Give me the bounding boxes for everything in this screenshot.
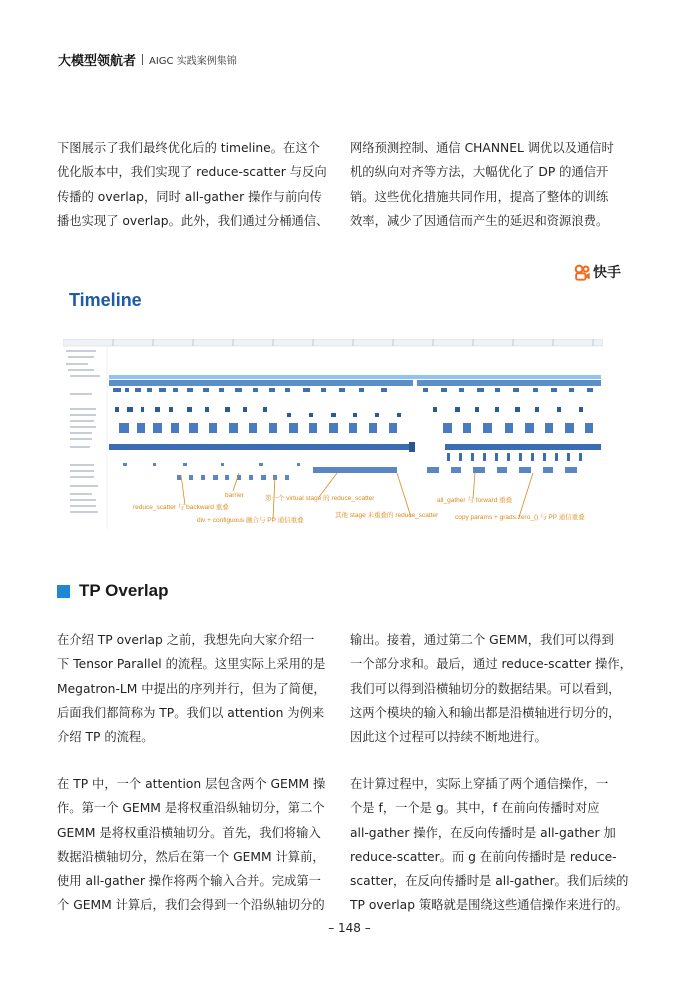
tp2-right-column bbox=[350, 772, 629, 918]
kernel-row-1b bbox=[417, 380, 601, 386]
section-title: TP Overlap bbox=[79, 581, 169, 600]
text-line: 介绍 TP 的流程。 bbox=[57, 730, 154, 745]
text-line: Megatron-LM 中提出的序列并行，但为了简便， bbox=[57, 681, 326, 696]
nvtx-bar bbox=[109, 444, 415, 450]
text-line: 使用 all-gather 操作将两个输入合并。完成第一 bbox=[57, 874, 321, 889]
text-line: 在 TP 中，一个 attention 层包含两个 GEMM 操 bbox=[57, 777, 326, 791]
text-line: 销。这些优化措施共同作用，提高了整体的训练 bbox=[350, 189, 609, 204]
nvtx-marker bbox=[409, 442, 415, 452]
kuaishou-logo bbox=[574, 262, 621, 282]
timeline-figure bbox=[63, 339, 603, 529]
text-line: 个 GEMM 计算后，我们会得到一个沿纵轴切分的 bbox=[57, 898, 325, 913]
text-line: 下图展示了我们最终优化后的 timeline。在这个 bbox=[57, 141, 320, 155]
text-line: 输出。接着，通过第二个 GEMM，我们可以得到 bbox=[350, 633, 614, 647]
text-line: TP overlap 策略就是围绕这些通信操作来进行的。 bbox=[350, 898, 628, 913]
header-divider bbox=[142, 54, 143, 65]
text-line: scatter，在反向传播时是 all-gather。我们后续的 bbox=[350, 874, 629, 889]
label-other-stage: 其他 stage 未重叠的 reduce_scatter bbox=[335, 512, 439, 519]
section-heading bbox=[57, 581, 168, 601]
running-header bbox=[58, 50, 237, 69]
text-line: 数据沿横轴切分，然后在第一个 GEMM 计算前， bbox=[57, 849, 325, 864]
label-copy-params: copy params + grads.zero_() 与 PP 通信重叠 bbox=[455, 514, 585, 521]
label-div-contig: div + configuous 融合与 PP 通信重叠 bbox=[197, 517, 304, 524]
intro-right-column bbox=[350, 136, 626, 233]
kuaishou-logo-icon bbox=[574, 264, 591, 281]
text-line: reduce-scatter。而 g 在前向传播时是 reduce- bbox=[350, 849, 617, 864]
text-line: 机的纵向对齐等方法，大幅优化了 DP 的通信开 bbox=[350, 165, 609, 180]
text-line: 播也实现了 overlap。此外，我们通过分桶通信、 bbox=[57, 213, 329, 228]
text-line: 一个部分求和。最后，通过 reduce-scatter 操作， bbox=[350, 657, 632, 672]
text-line: 后面我们都简称为 TP。我们以 attention 为例来 bbox=[57, 705, 325, 720]
text-line: all-gather 操作，在反向传播时是 all-gather 加 bbox=[350, 825, 616, 840]
text-line: 优化版本中，我们实现了 reduce-scatter 与反向 bbox=[57, 165, 327, 180]
tp1-left-column bbox=[57, 628, 333, 749]
tp1-right-column bbox=[350, 628, 632, 749]
logo-text: 快手 bbox=[593, 265, 621, 281]
text-line: 在介绍 TP overlap 之前，我想先向大家介绍一 bbox=[57, 633, 315, 647]
text-line: 下 Tensor Parallel 的流程。这里实际上采用的是 bbox=[57, 657, 326, 672]
intro-left-column bbox=[57, 136, 333, 233]
text-line: 传播的 overlap，同时 all-gather 操作与前向传 bbox=[57, 189, 322, 204]
text-line: GEMM 是将权重沿横轴切分。首先，我们将输入 bbox=[57, 825, 321, 840]
tp2-left-column bbox=[57, 772, 333, 918]
book-title: 大模型领航者 bbox=[58, 54, 137, 69]
page-number: – 148 – bbox=[328, 921, 371, 935]
text-line: 在计算过程中，实际上穿插了两个通信操作，一 bbox=[350, 777, 609, 791]
cuda-hw-bar bbox=[109, 375, 601, 379]
text-line: 因此这个过程可以持续不断地进行。 bbox=[350, 730, 547, 745]
label-barrier: barrier bbox=[225, 492, 244, 499]
text-line: 这两个模块的输入和输出都是沿横轴进行切分的， bbox=[350, 705, 621, 720]
text-line: 个是 f，一个是 g。其中，f 在前向传播时对应 bbox=[350, 801, 600, 816]
figure-title: Timeline bbox=[69, 290, 142, 310]
label-rs-backward: reduce_scatter 与 backward 重叠 bbox=[133, 504, 229, 511]
text-line: 作。第一个 GEMM 是将权重沿纵轴切分，第二个 bbox=[57, 801, 325, 816]
text-line: 效率，减少了因通信而产生的延迟和资源浪费。 bbox=[350, 213, 609, 228]
label-virtual-stage: 第一个 virtual stage 的 reduce_scatter bbox=[265, 495, 375, 502]
kernel-row-1 bbox=[109, 380, 413, 386]
label-allgather: all_gather 与 forward 重叠 bbox=[437, 497, 513, 504]
text-line: 网络预测控制、通信 CHANNEL 调优以及通信时 bbox=[350, 141, 614, 155]
nvtx-bar-2 bbox=[445, 444, 601, 450]
series-title: AIGC 实践案例集锦 bbox=[149, 56, 237, 67]
section-marker-icon bbox=[57, 585, 70, 598]
text-line: 我们可以得到沿横轴切分的数据结果。可以看到， bbox=[350, 681, 621, 696]
